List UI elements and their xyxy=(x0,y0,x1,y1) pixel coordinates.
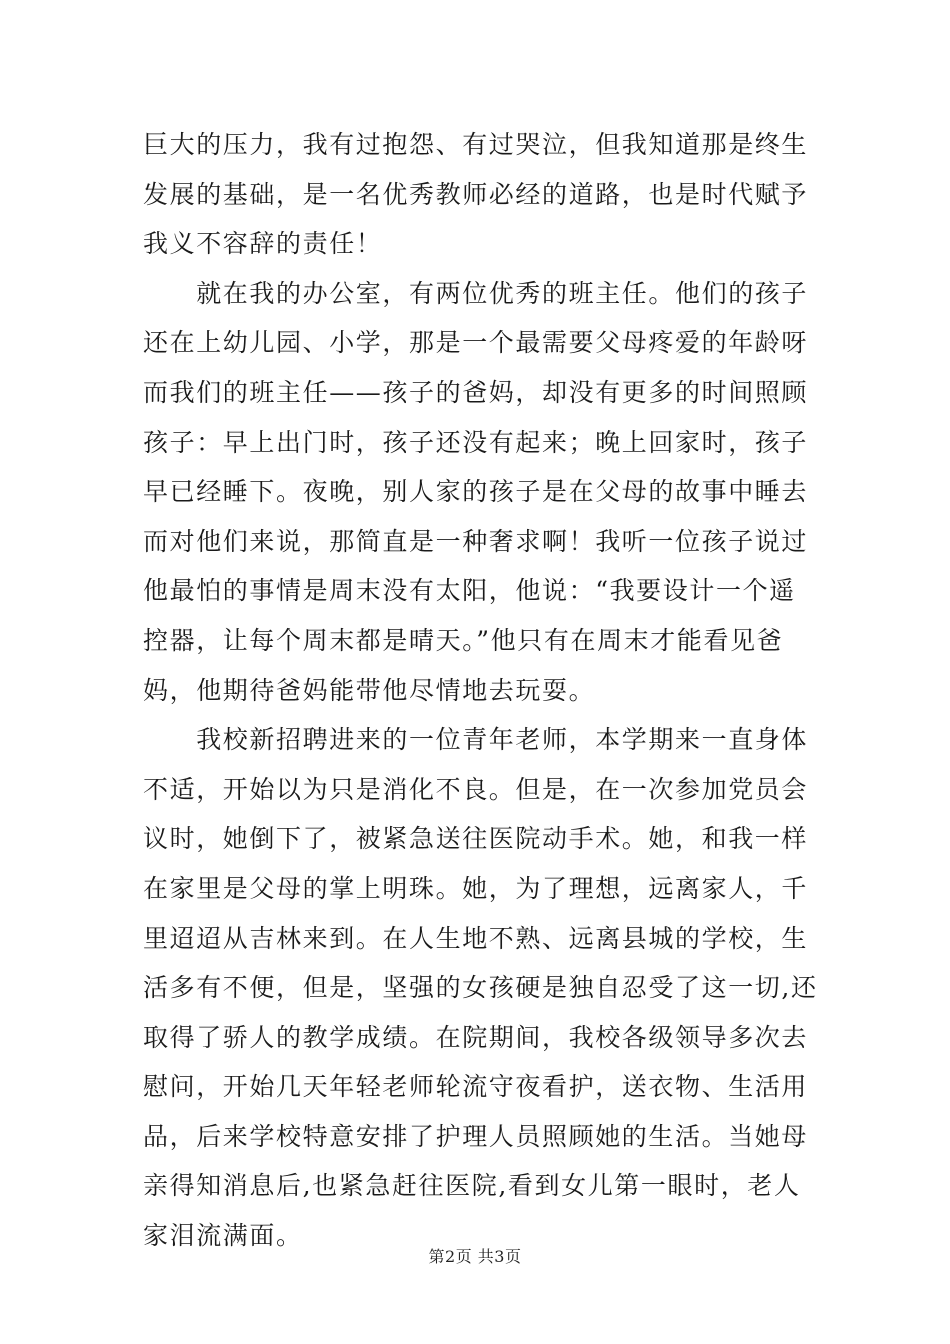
text-line: 早已经睡下。夜晚，别人家的孩子是在父母的故事中睡去 xyxy=(143,477,809,507)
text-line: 不适，开始以为只是消化不良。但是，在一次参加党员会 xyxy=(143,774,809,804)
page-footer: 第2页 共3页 xyxy=(428,1247,522,1266)
text-line: 而我们的班主任——孩子的爸妈，却没有更多的时间照顾 xyxy=(143,377,809,407)
text-line: 在家里是父母的掌上明珠。她，为了理想，远离家人，千 xyxy=(143,873,809,903)
text-line: 家泪流满面。 xyxy=(143,1221,303,1251)
text-line: 孩子：早上出门时，孩子还没有起来；晚上回家时，孩子 xyxy=(143,427,809,457)
text-line: 亲得知消息后,也紧急赶往医院,看到女儿第一眼时，老人 xyxy=(143,1171,801,1201)
text-line: 活多有不便，但是，坚强的女孩硬是独自忍受了这一切,还 xyxy=(143,973,818,1003)
text-line: 控器，让每个周末都是晴天。”他只有在周末才能看见爸 xyxy=(143,625,784,655)
text-line: 慰问，开始几天年轻老师轮流守夜看护，送衣物、生活用 xyxy=(143,1072,809,1102)
text-line: 我义不容辞的责任！ xyxy=(143,229,383,259)
text-line: 还在上幼儿园、小学，那是一个最需要父母疼爱的年龄呀 xyxy=(143,328,809,358)
text-line: 他最怕的事情是周末没有太阳，他说：“我要设计一个遥 xyxy=(143,576,796,606)
text-line: 而对他们来说，那简直是一种奢求啊！我听一位孩子说过 xyxy=(143,526,809,556)
text-line: 议时，她倒下了，被紧急送往医院动手术。她，和我一样 xyxy=(143,824,809,854)
text-line: 就在我的办公室，有两位优秀的班主任。他们的孩子 xyxy=(143,278,809,308)
text-line: 里迢迢从吉林来到。在人生地不熟、远离县城的学校，生 xyxy=(143,923,809,953)
body-text xyxy=(143,120,818,1261)
text-line: 我校新招聘进来的一位青年老师，本学期来一直身体 xyxy=(143,725,809,755)
text-line: 取得了骄人的教学成绩。在院期间，我校各级领导多次去 xyxy=(143,1022,809,1052)
text-line: 品，后来学校特意安排了护理人员照顾她的生活。当她母 xyxy=(143,1121,809,1151)
text-line: 妈，他期待爸妈能带他尽情地去玩耍。 xyxy=(143,675,596,705)
text-line: 巨大的压力，我有过抱怨、有过哭泣，但我知道那是终生 xyxy=(143,130,809,159)
text-line: 发展的基础，是一名优秀教师必经的道路，也是时代赋予 xyxy=(143,179,809,209)
